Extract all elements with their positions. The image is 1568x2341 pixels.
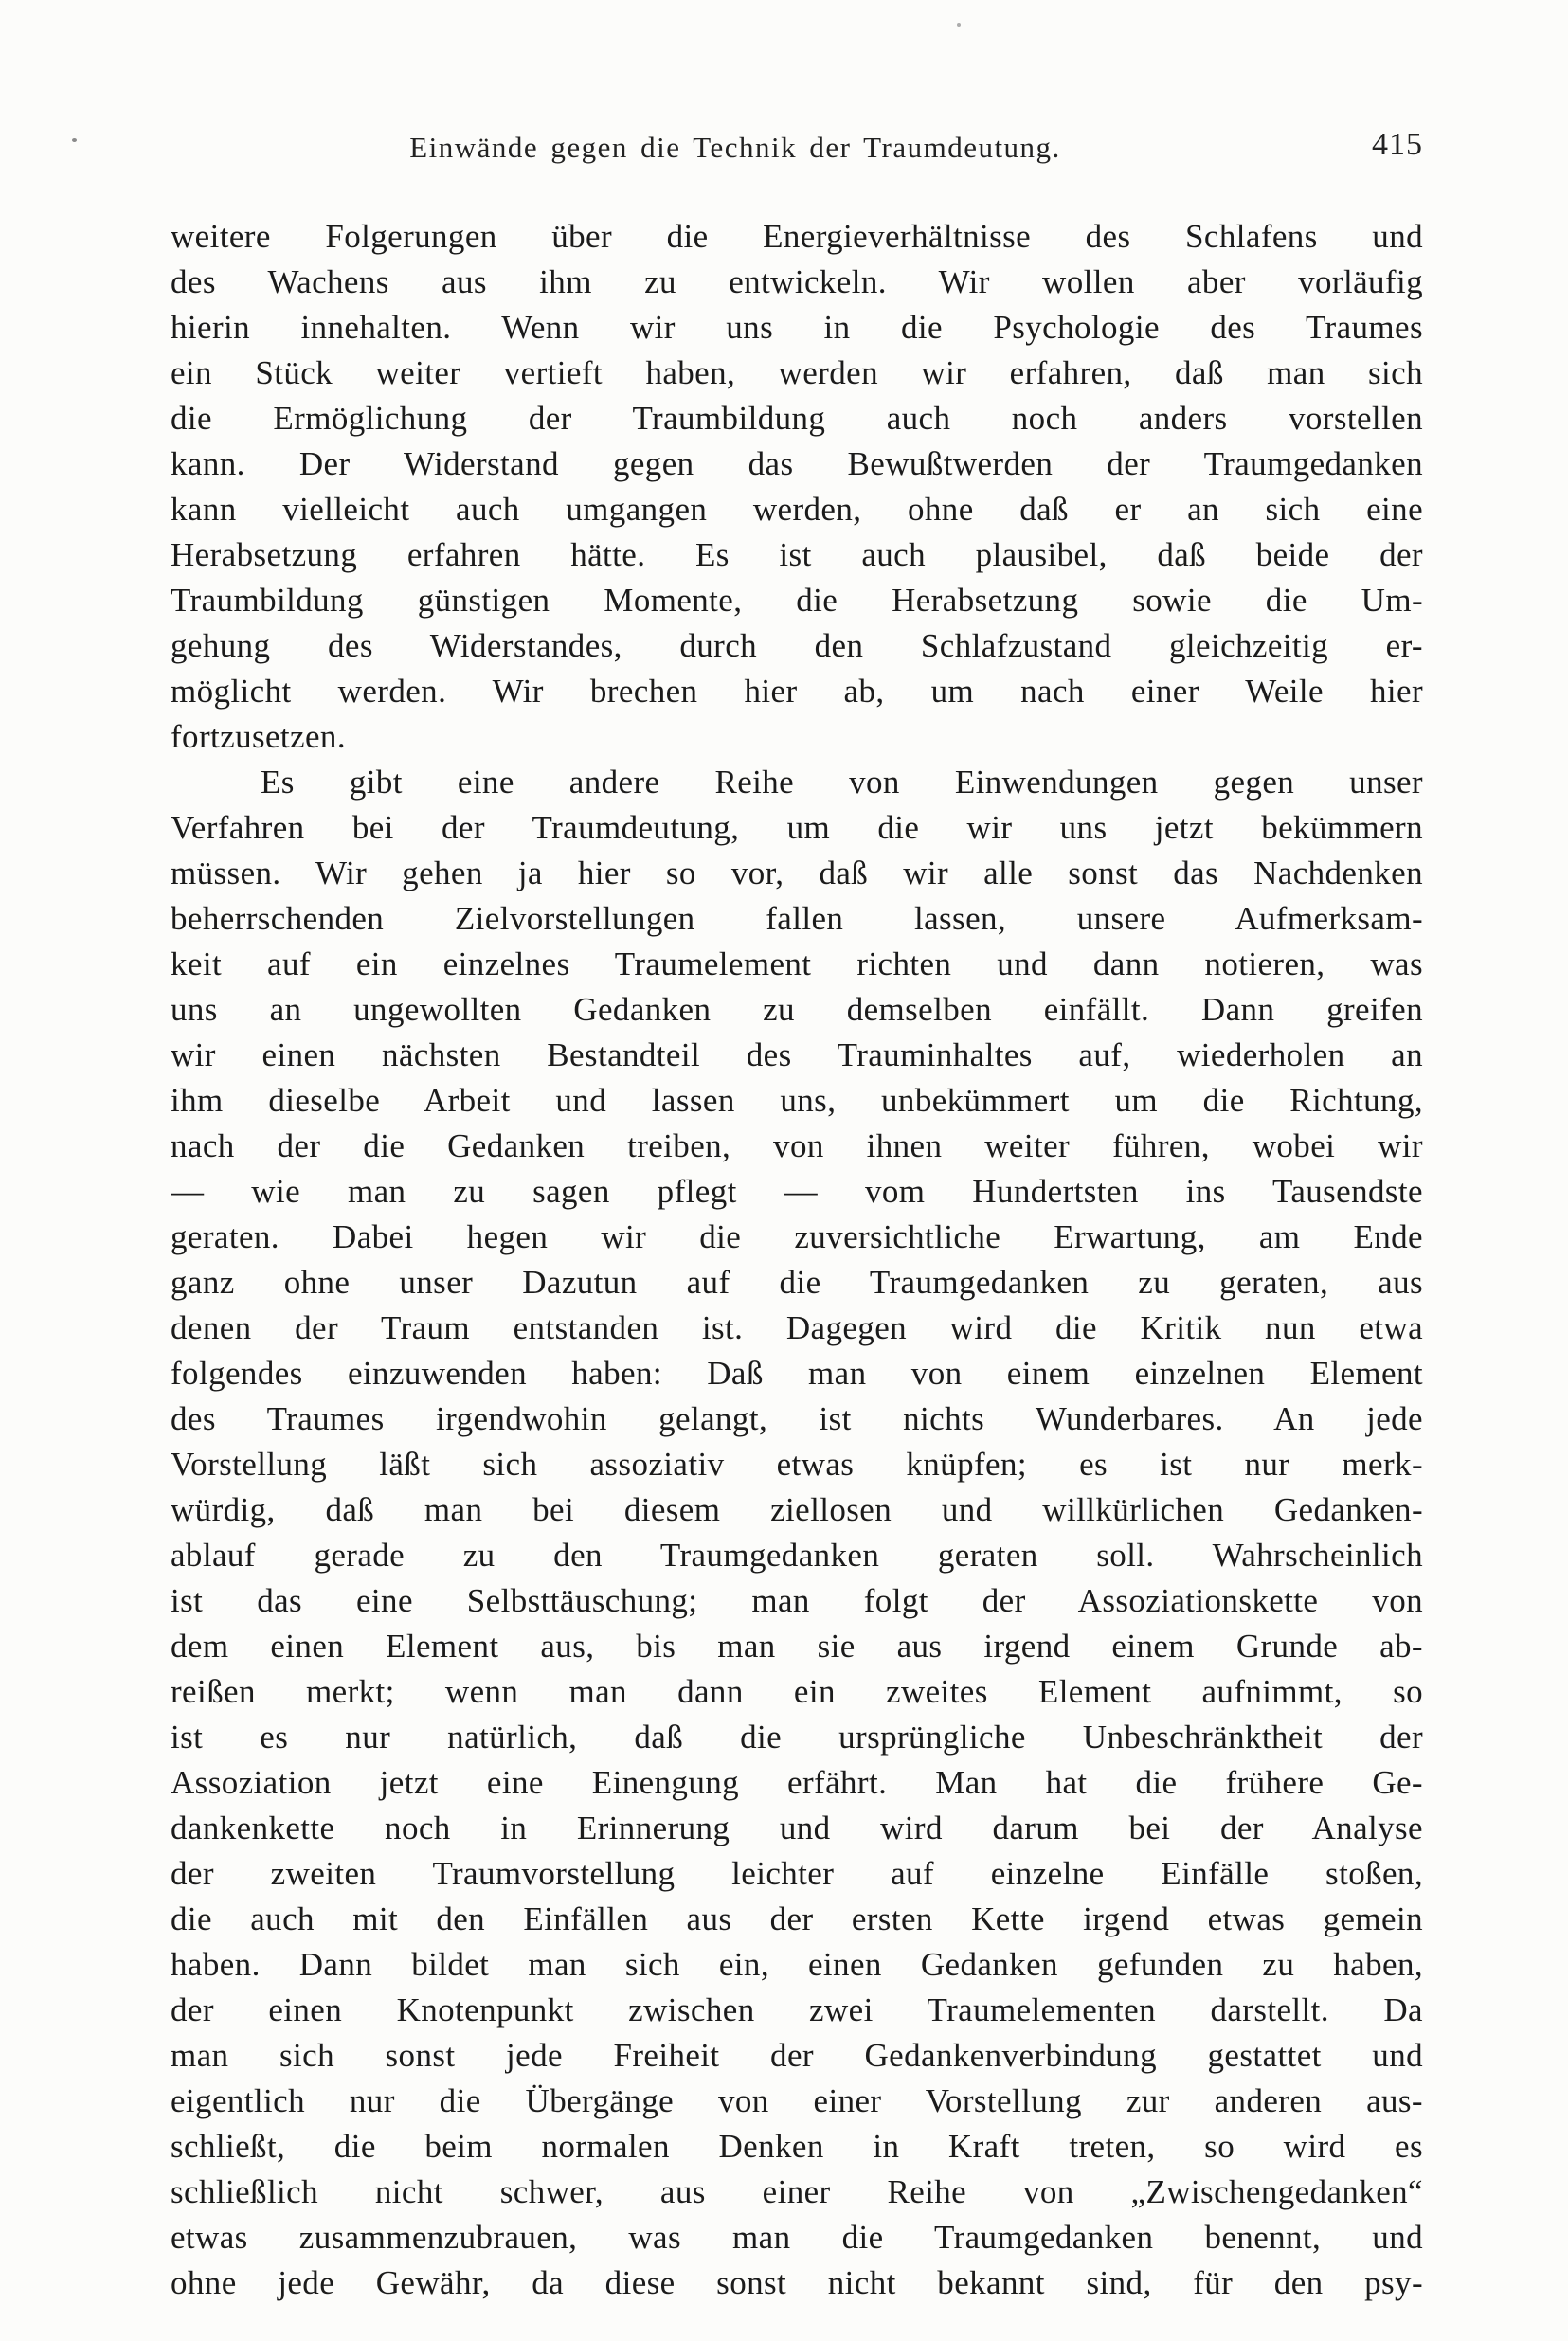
text-line: müssen. Wir gehen ja hier so vor, daß wir alle sonst das Nachdenken (171, 855, 1423, 891)
text-line: gehung des Widerstandes, durch den Schlafzustand gleichzeitig er- (171, 627, 1423, 664)
running-head: Einwände gegen die Technik der Traumdeutung. (409, 131, 1061, 164)
text-line: uns an ungewollten Gedanken zu demselben einfällt. Dann greifen (171, 991, 1423, 1028)
page-header (171, 127, 1423, 178)
text-line: ablauf gerade zu den Traumgedanken geraten soll. Wahrscheinlich (171, 1537, 1423, 1574)
text-line: Es gibt eine andere Reihe von Einwendungen gegen unser (261, 764, 1423, 801)
scan-speck (72, 138, 77, 142)
text-line: die Ermöglichung der Traumbildung auch noch anders vorstellen (171, 400, 1423, 437)
text-line: Traumbildung günstigen Momente, die Herabsetzung sowie die Um- (171, 582, 1423, 619)
text-line: ein Stück weiter vertieft haben, werden wir erfahren, daß man sich (171, 354, 1423, 391)
paragraph (171, 214, 1423, 760)
text-line: Assoziation jetzt eine Einengung erfährt. Man hat die frühere Ge- (171, 1764, 1423, 1801)
text-line: kann. Der Widerstand gegen das Bewußtwerden der Traumgedanken (171, 445, 1423, 482)
text-body (171, 214, 1423, 2306)
page-number: 415 (1372, 127, 1423, 162)
text-line: des Traumes irgendwohin gelangt, ist nichts Wunderbares. An jede (171, 1400, 1423, 1437)
text-line: haben. Dann bildet man sich ein, einen Gedanken gefunden zu haben, (171, 1946, 1423, 1983)
text-line: der einen Knotenpunkt zwischen zwei Traumelementen darstellt. Da (171, 1991, 1423, 2028)
text-line: ohne jede Gewähr, da diese sonst nicht bekannt sind, für den psy- (171, 2264, 1423, 2301)
text-line: würdig, daß man bei diesem ziellosen und willkürlichen Gedanken- (171, 1491, 1423, 1528)
text-line: eigentlich nur die Übergänge von einer Vorstellung zur anderen aus- (171, 2082, 1423, 2119)
text-line: etwas zusammenzubrauen, was man die Traumgedanken benennt, und (171, 2219, 1423, 2256)
text-line: ganz ohne unser Dazutun auf die Traumgedanken zu geraten, aus (171, 1264, 1423, 1301)
text-line: reißen merkt; wenn man dann ein zweites Element aufnimmt, so (171, 1673, 1423, 1710)
text-line: ist es nur natürlich, daß die ursprüngliche Unbeschränktheit der (171, 1719, 1423, 1756)
text-line: dankenkette noch in Erinnerung und wird darum bei der Analyse (171, 1810, 1423, 1846)
text-line: die auch mit den Einfällen aus der ersten Kette irgend etwas gemein (171, 1900, 1423, 1937)
book-page (171, 0, 1423, 2306)
text-line: dem einen Element aus, bis man sie aus irgend einem Grunde ab- (171, 1628, 1423, 1665)
text-line: fortzusetzen. (171, 718, 346, 755)
text-line: schließlich nicht schwer, aus einer Reihe von „Zwischengedanken“ (171, 2173, 1423, 2210)
text-line: der zweiten Traumvorstellung leichter auf einzelne Einfälle stoßen, (171, 1855, 1423, 1892)
text-line: des Wachens aus ihm zu entwickeln. Wir wollen aber vorläufig (171, 263, 1423, 300)
text-line: kann vielleicht auch umgangen werden, ohne daß er an sich eine (171, 491, 1423, 528)
text-line: nach der die Gedanken treiben, von ihnen weiter führen, wobei wir (171, 1127, 1423, 1164)
text-line: folgendes einzuwenden haben: Daß man von einem einzelnen Element (171, 1355, 1423, 1392)
text-line: Herabsetzung erfahren hätte. Es ist auch plausibel, daß beide der (171, 536, 1423, 573)
text-line: wir einen nächsten Bestandteil des Trauminhaltes auf, wiederholen an (171, 1036, 1423, 1073)
paragraph (171, 760, 1423, 2306)
text-line: Vorstellung läßt sich assoziativ etwas knüpfen; es ist nur merk- (171, 1446, 1423, 1483)
text-line: weitere Folgerungen über die Energieverhältnisse des Schlafens und (171, 218, 1423, 255)
text-line: — wie man zu sagen pflegt — vom Hundertsten ins Tausendste (171, 1173, 1423, 1210)
text-line: keit auf ein einzelnes Traumelement richten und dann notieren, was (171, 945, 1423, 982)
text-line: geraten. Dabei hegen wir die zuversichtliche Erwartung, am Ende (171, 1218, 1423, 1255)
text-line: denen der Traum entstanden ist. Dagegen wird die Kritik nun etwa (171, 1309, 1423, 1346)
text-line: hierin innehalten. Wenn wir uns in die Psychologie des Traumes (171, 309, 1423, 346)
text-line: ist das eine Selbsttäuschung; man folgt der Assoziationskette von (171, 1582, 1423, 1619)
text-line: ihm dieselbe Arbeit und lassen uns, unbekümmert um die Richtung, (171, 1082, 1423, 1119)
text-line: man sich sonst jede Freiheit der Gedankenverbindung gestattet und (171, 2037, 1423, 2074)
text-line: möglicht werden. Wir brechen hier ab, um nach einer Weile hier (171, 673, 1423, 710)
text-line: beherrschenden Zielvorstellungen fallen lassen, unsere Aufmerksam- (171, 900, 1423, 937)
text-line: Verfahren bei der Traumdeutung, um die wir uns jetzt bekümmern (171, 809, 1423, 846)
text-line: schließt, die beim normalen Denken in Kraft treten, so wird es (171, 2128, 1423, 2165)
